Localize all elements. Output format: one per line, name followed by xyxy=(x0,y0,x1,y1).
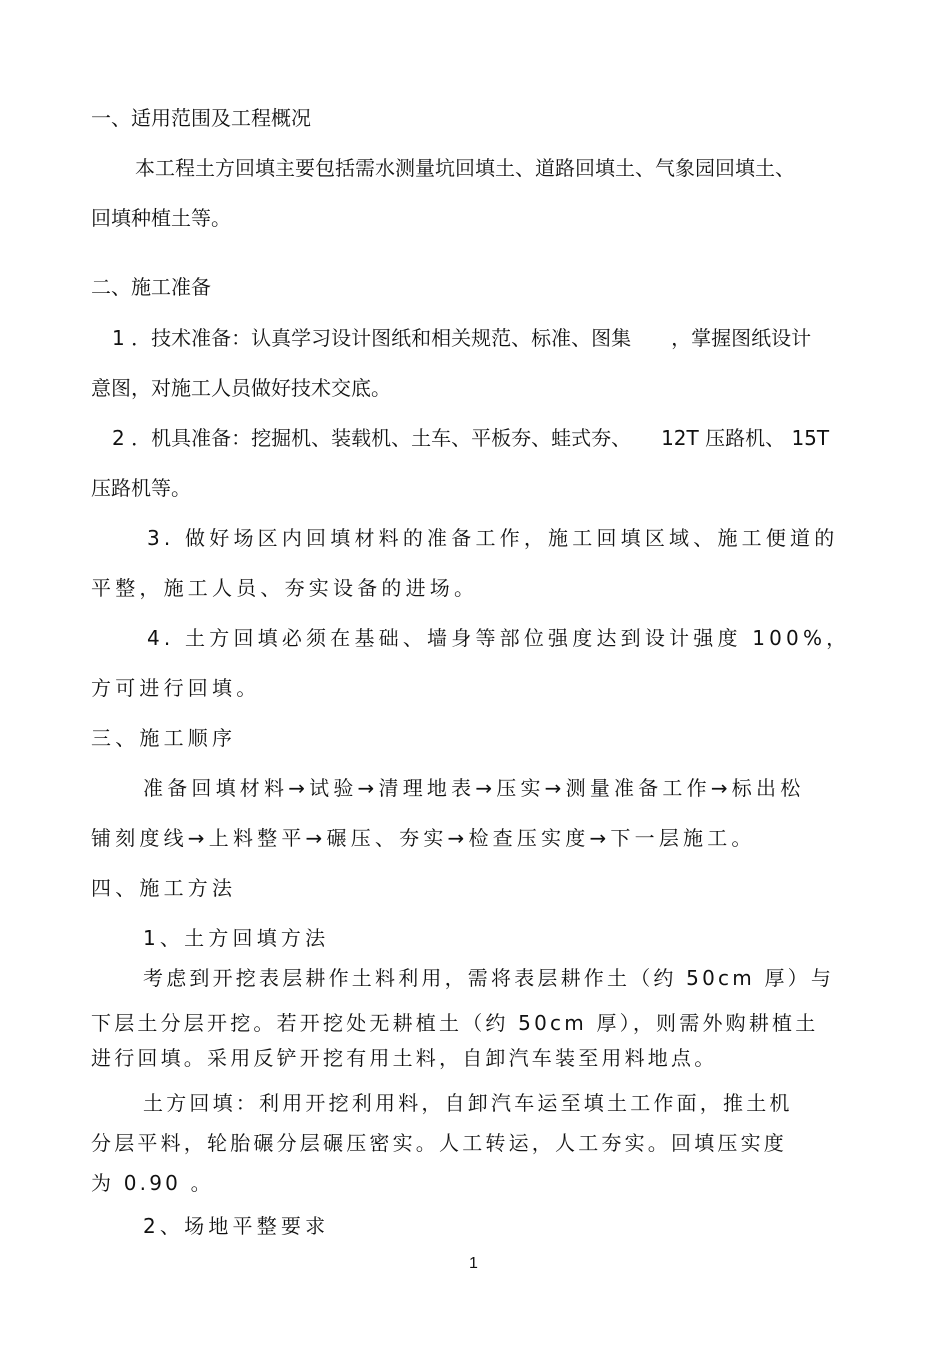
list-item-line: 2 ．机具准备：挖掘机、装载机、土车、平板夯、蛙式夯、 12T 压路机、 15T xyxy=(112,426,830,450)
list-item-line: 意图，对施工人员做好技术交底。 xyxy=(91,376,391,400)
section-1-heading: 一、适用范围及工程概况 xyxy=(91,106,311,130)
list-item-line: 4. 土方回填必须在基础、墙身等部位强度达到设计强度 100%， xyxy=(147,626,851,650)
paragraph-line: 回填种植土等。 xyxy=(91,206,231,230)
subsection-heading: 2、场地平整要求 xyxy=(143,1214,330,1238)
subsection-heading: 1、土方回填方法 xyxy=(143,926,330,950)
paragraph-line: 土方回填：利用开挖利用料，自卸汽车运至填土工作面，推土机 xyxy=(143,1091,793,1115)
paragraph-line: 准备回填材料→试验→清理地表→压实→测量准备工作→标出松 xyxy=(143,776,805,800)
list-item-line: 3. 做好场区内回填材料的准备工作，施工回填区域、施工便道的 xyxy=(147,526,839,550)
list-item-line: 方可进行回填。 xyxy=(91,676,261,700)
list-item-line: 压路机等。 xyxy=(91,476,191,500)
paragraph-line: 考虑到开挖表层耕作土料利用，需将表层耕作土（约 50cm 厚）与 xyxy=(143,966,835,990)
paragraph-line: 进行回填。采用反铲开挖有用土料，自卸汽车装至用料地点。 xyxy=(91,1046,718,1070)
section-2-heading: 二、施工准备 xyxy=(91,275,211,299)
list-item-line: 1 ．技术准备：认真学习设计图纸和相关规范、标准、图集 ，掌握图纸设计 xyxy=(112,326,812,350)
paragraph-line: 分层平料，轮胎碾分层碾压密实。人工转运，人工夯实。回填压实度 xyxy=(91,1131,787,1155)
paragraph-line: 本工程土方回填主要包括需水测量坑回填土、道路回填土、气象园回填土、 xyxy=(135,156,795,180)
list-item-line: 平整，施工人员、夯实设备的进场。 xyxy=(91,576,479,600)
page-number: 1 xyxy=(469,1255,478,1272)
paragraph-line: 铺刻度线→上料整平→碾压、夯实→检查压实度→下一层施工。 xyxy=(91,826,756,850)
paragraph-line: 为 0.90 。 xyxy=(91,1171,214,1195)
section-3-heading: 三、施工顺序 xyxy=(91,726,237,750)
paragraph-line: 下层土分层开挖。若开挖处无耕植土（约 50cm 厚），则需外购耕植土 xyxy=(91,1011,819,1035)
section-4-heading: 四、施工方法 xyxy=(91,876,237,900)
